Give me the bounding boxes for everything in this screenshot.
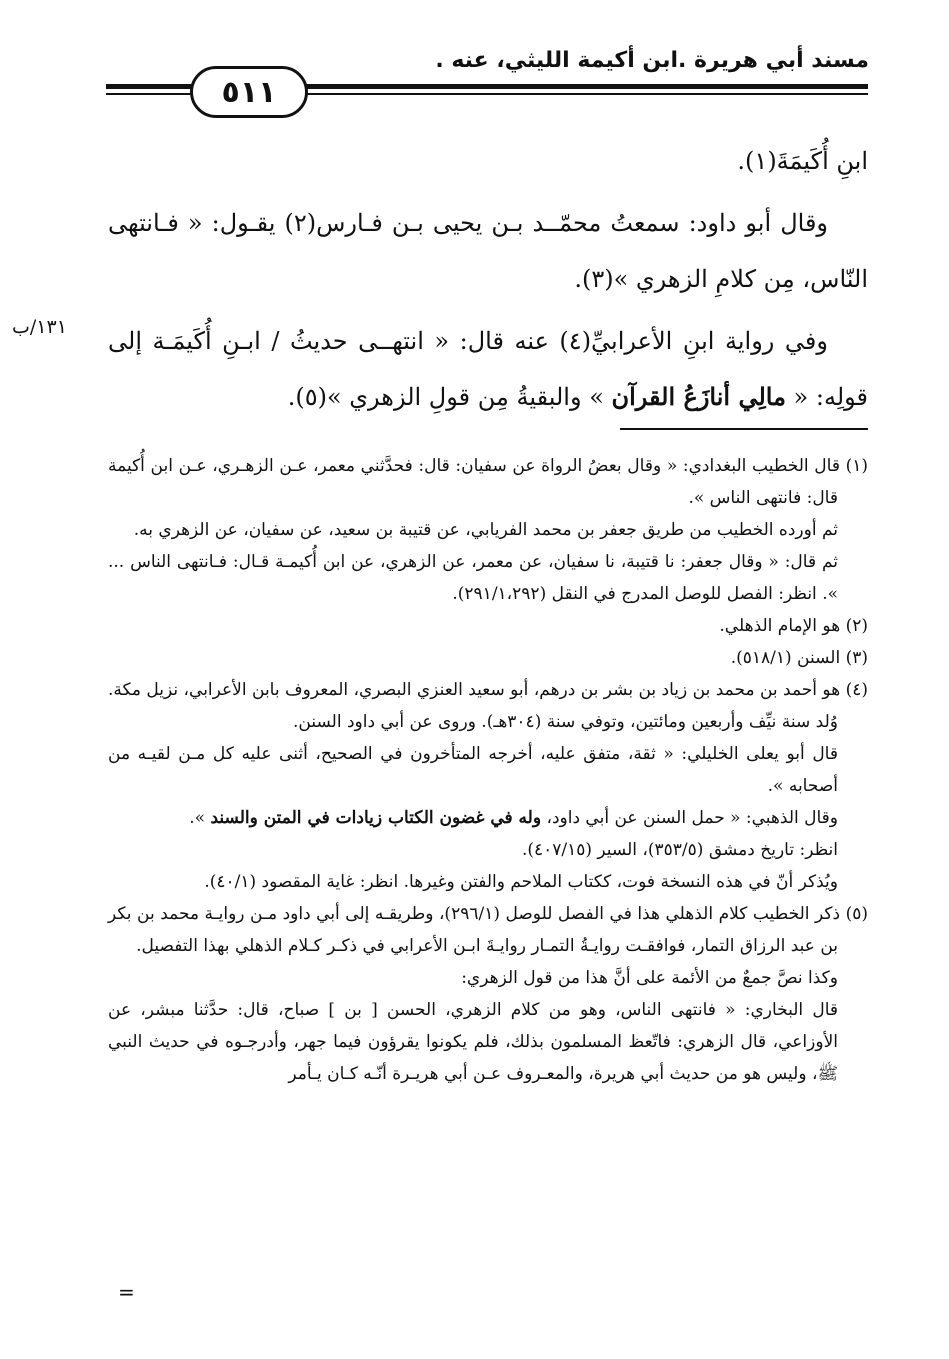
main-paragraph-3-part-b: » والبقيةُ مِن قولِ الزهري »(٥). <box>287 383 612 411</box>
main-paragraph-1: ابنِ أُكَيمَةَ(١). <box>737 147 868 175</box>
footnote-5: (٥) ذكر الخطيب كلام الذهلي هذا في الفصل للوصل (٢٩٦/١)، وطريقـه إلى أبي داود مـن روايـة محمد بن بكر بن عبد الرزاق التمار، فوافقـت روايـةُ التمـار روايـةَ ابـن الأعرابي في ذكـر كـلام الذهلي بهذا التفصيل. <box>108 904 868 956</box>
page-number: ٥١١ <box>190 66 308 118</box>
footnote-4-line-3-part-b: ». <box>189 808 211 828</box>
main-paragraph-2: وقال أبو داود: سمعتُ محمّــد بـن يحيى بـن فـارس(٢) يقـول: « فـانتهى النّاس، مِن كلامِ الزهري »(٣). <box>108 209 868 293</box>
footnotes <box>108 450 868 1090</box>
manuscript-folio-note: ١٣١/ب <box>12 316 67 338</box>
footnote-4: (٤) هو أحمد بن محمد بن زياد بن بشر بن درهم، أبو سعيد العنزي البصري، المعروف بابن الأعرابي، نزيل مكة. وُلد سنة نيِّف وأربعين ومائتين، وتوفي سنة (٣٠٤هـ). وروى عن أبي داود السنن. <box>108 680 868 732</box>
main-text <box>108 133 868 425</box>
footnote-5-line-2: وكذا نصَّ جمعٌ من الأئمة على أنَّ هذا من قول الزهري: <box>461 968 838 988</box>
footnote-4-line-3-part-a: وقال الذهبي: « حمل السنن عن أبي داود، <box>541 808 838 828</box>
footnote-4-line-4: انظر: تاريخ دمشق (٣٥٣/٥)، السير (٤٠٧/١٥). <box>521 840 838 860</box>
main-paragraph-3-quote: مالِي أنازَعُ القرآن <box>611 382 786 411</box>
footnote-1-line-3: ثم قال: « وقال جعفر: نا قتيبة، نا سفيان، عن معمر، عن الزهري، عن ابن أُكيمـة قـال: فـانتهى الناس ... ». انظر: الفصل للوصل المدرج في النقل (٢٩١/١،٢٩٢). <box>108 552 838 604</box>
continuation-mark: = <box>118 1280 135 1304</box>
footnote-4-line-3-bold: وله في غضون الكتاب زيادات في المتن والسند <box>210 808 542 828</box>
footnote-2: (٢) هو الإمام الذهلي. <box>719 616 868 636</box>
main-paragraph-3-part-a: وفي رواية ابنِ الأعرابيِّ(٤) عنه قال: « انتهــى حديثُ / ابـنِ أُكَيمَـة إلى قولِه: « <box>108 327 868 411</box>
footnote-5-line-3: قال البخاري: « فانتهى الناس، وهو من كلام الزهري، الحسن [ بن ] صباح، قال: حدَّثنا مبشر، عن الأوزاعي، قال الزهري: فاتّعظ المسلمون بذلك، فلم يكونوا يقرؤون فيما جهر، وأدرجـوه في حديث النبي ﷺ، وليس هو من حديث أبي هريرة، والمعـروف عـن أبي هريـرة أنّـه كـان يـأمر <box>108 1000 838 1084</box>
footnote-4-line-3 <box>108 802 868 834</box>
footnote-4-line-5: ويُذكر أنّ في هذه النسخة فوت، ككتاب الملاحم والفتن وغيرها. انظر: غاية المقصود (٤٠/١). <box>204 872 838 892</box>
running-header-title: مسند أبي هريرة .ابن أكيمة الليثي، عنه . <box>435 48 869 73</box>
footnote-1-line-2: ثم أورده الخطيب من طريق جعفر بن محمد الفريابي، عن قتيبة بن سعيد، عن سفيان، عن الزهري به. <box>133 520 838 540</box>
footnote-1: (١) قال الخطيب البغدادي: « وقال بعضُ الرواة عن سفيان: قال: فحدَّثني معمر، عـن الزهـري، عـن ابن أُكيمة قال: فانتهى الناس ». <box>108 456 868 508</box>
footnote-4-line-2: قال أبو يعلى الخليلي: « ثقة، متفق عليه، أخرجه المتأخرون في الصحيح، أثنى عليه كل مـن لقيـه من أصحابه ». <box>108 744 838 796</box>
main-paragraph-3 <box>108 313 868 425</box>
footnote-divider <box>620 428 868 430</box>
footnote-3: (٣) السنن (٥١٨/١). <box>730 648 868 668</box>
